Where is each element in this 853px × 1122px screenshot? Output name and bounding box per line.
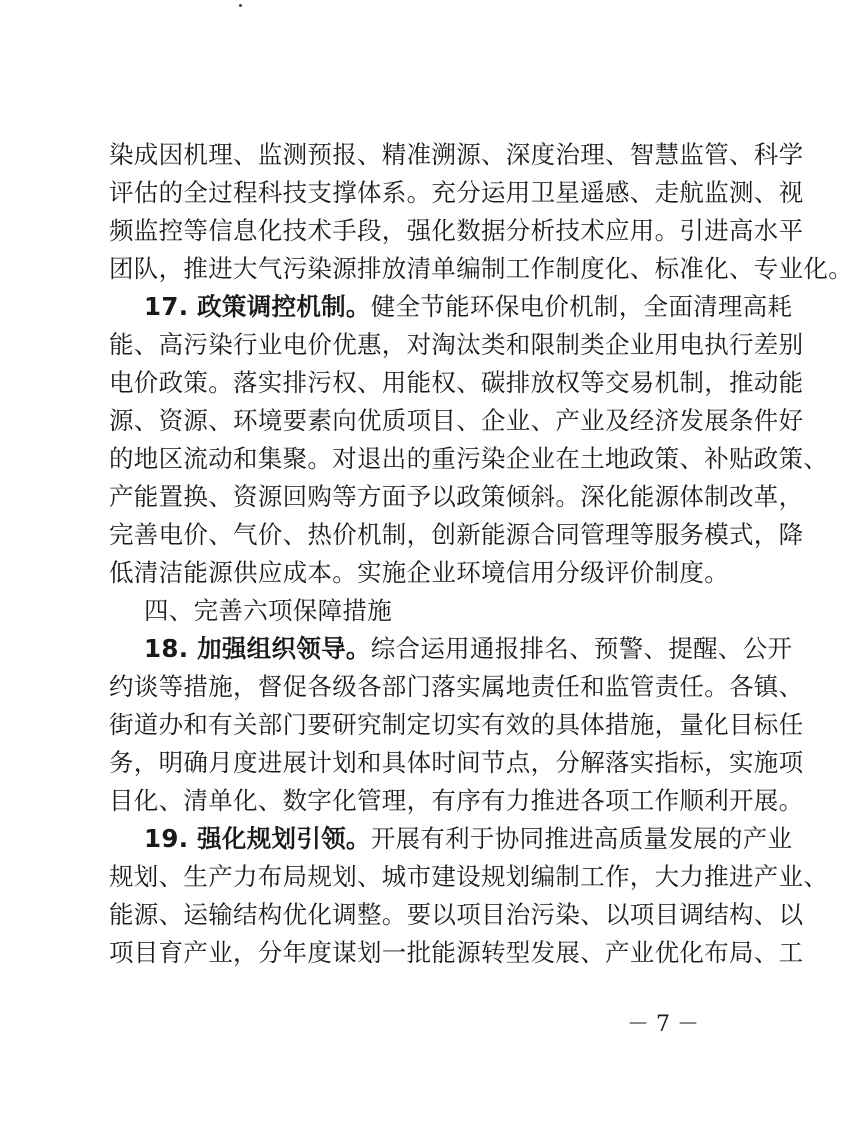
- text-line: 项目育产业，分年度谋划一批能源转型发展、产业优化布局、工: [109, 938, 804, 967]
- section-heading: 四、完善六项保障措施: [144, 596, 392, 625]
- text-line: 电价政策。落实排污权、用能权、碳排放权等交易机制，推动能: [109, 368, 804, 397]
- text-line: 源、资源、环境要素向优质项目、企业、产业及经济发展条件好: [109, 406, 804, 435]
- text-line: 频监控等信息化技术手段，强化数据分析技术应用。引进高水平: [109, 216, 804, 245]
- item-17-heading: 17. 政策调控机制。: [144, 292, 371, 321]
- text-line: 染成因机理、监测预报、精准溯源、深度治理、智慧监管、科学: [109, 140, 804, 169]
- item-19-heading: 19. 强化规划引领。: [144, 824, 371, 853]
- text-line: 能源、运输结构优化调整。要以项目治污染、以项目调结构、以: [109, 900, 804, 929]
- text-line: 约谈等措施，督促各级各部门落实属地责任和监管责任。各镇、: [109, 672, 804, 701]
- text-line: 务，明确月度进展计划和具体时间节点，分解落实指标，实施项: [109, 748, 804, 777]
- page-number: － 7 －: [627, 1012, 699, 1037]
- text-line: 的地区流动和集聚。对退出的重污染企业在土地政策、补贴政策、: [109, 444, 829, 473]
- item-19-first-text: 开展有利于协同推进高质量发展的产业: [370, 824, 793, 853]
- text-line: 低清洁能源供应成本。实施企业环境信用分级评价制度。: [109, 558, 729, 587]
- item-18-first-text: 综合运用通报排名、预警、提醒、公开: [370, 634, 793, 663]
- text-line: 街道办和有关部门要研究制定切实有效的具体措施，量化目标任: [109, 710, 804, 739]
- text-line: 团队，推进大气污染源排放清单编制工作制度化、标准化、专业化。: [109, 254, 853, 283]
- item-17-first-text: 健全节能环保电价机制，全面清理高耗: [370, 292, 793, 321]
- text-line: 评估的全过程科技支撑体系。充分运用卫星遥感、走航监测、视: [109, 178, 804, 207]
- text-line: 目化、清单化、数字化管理，有序有力推进各项工作顺利开展。: [109, 786, 804, 815]
- item-18-heading: 18. 加强组织领导。: [144, 634, 371, 663]
- text-line: 完善电价、气价、热价机制，创新能源合同管理等服务模式，降: [109, 520, 804, 549]
- text-line: 能、高污染行业电价优惠，对淘汰类和限制类企业用电执行差别: [109, 330, 804, 359]
- text-line: 规划、生产力布局规划、城市建设规划编制工作，大力推进产业、: [109, 862, 829, 891]
- scan-speck: [239, 4, 242, 7]
- text-line: 产能置换、资源回购等方面予以政策倾斜。深化能源体制改革，: [109, 482, 804, 511]
